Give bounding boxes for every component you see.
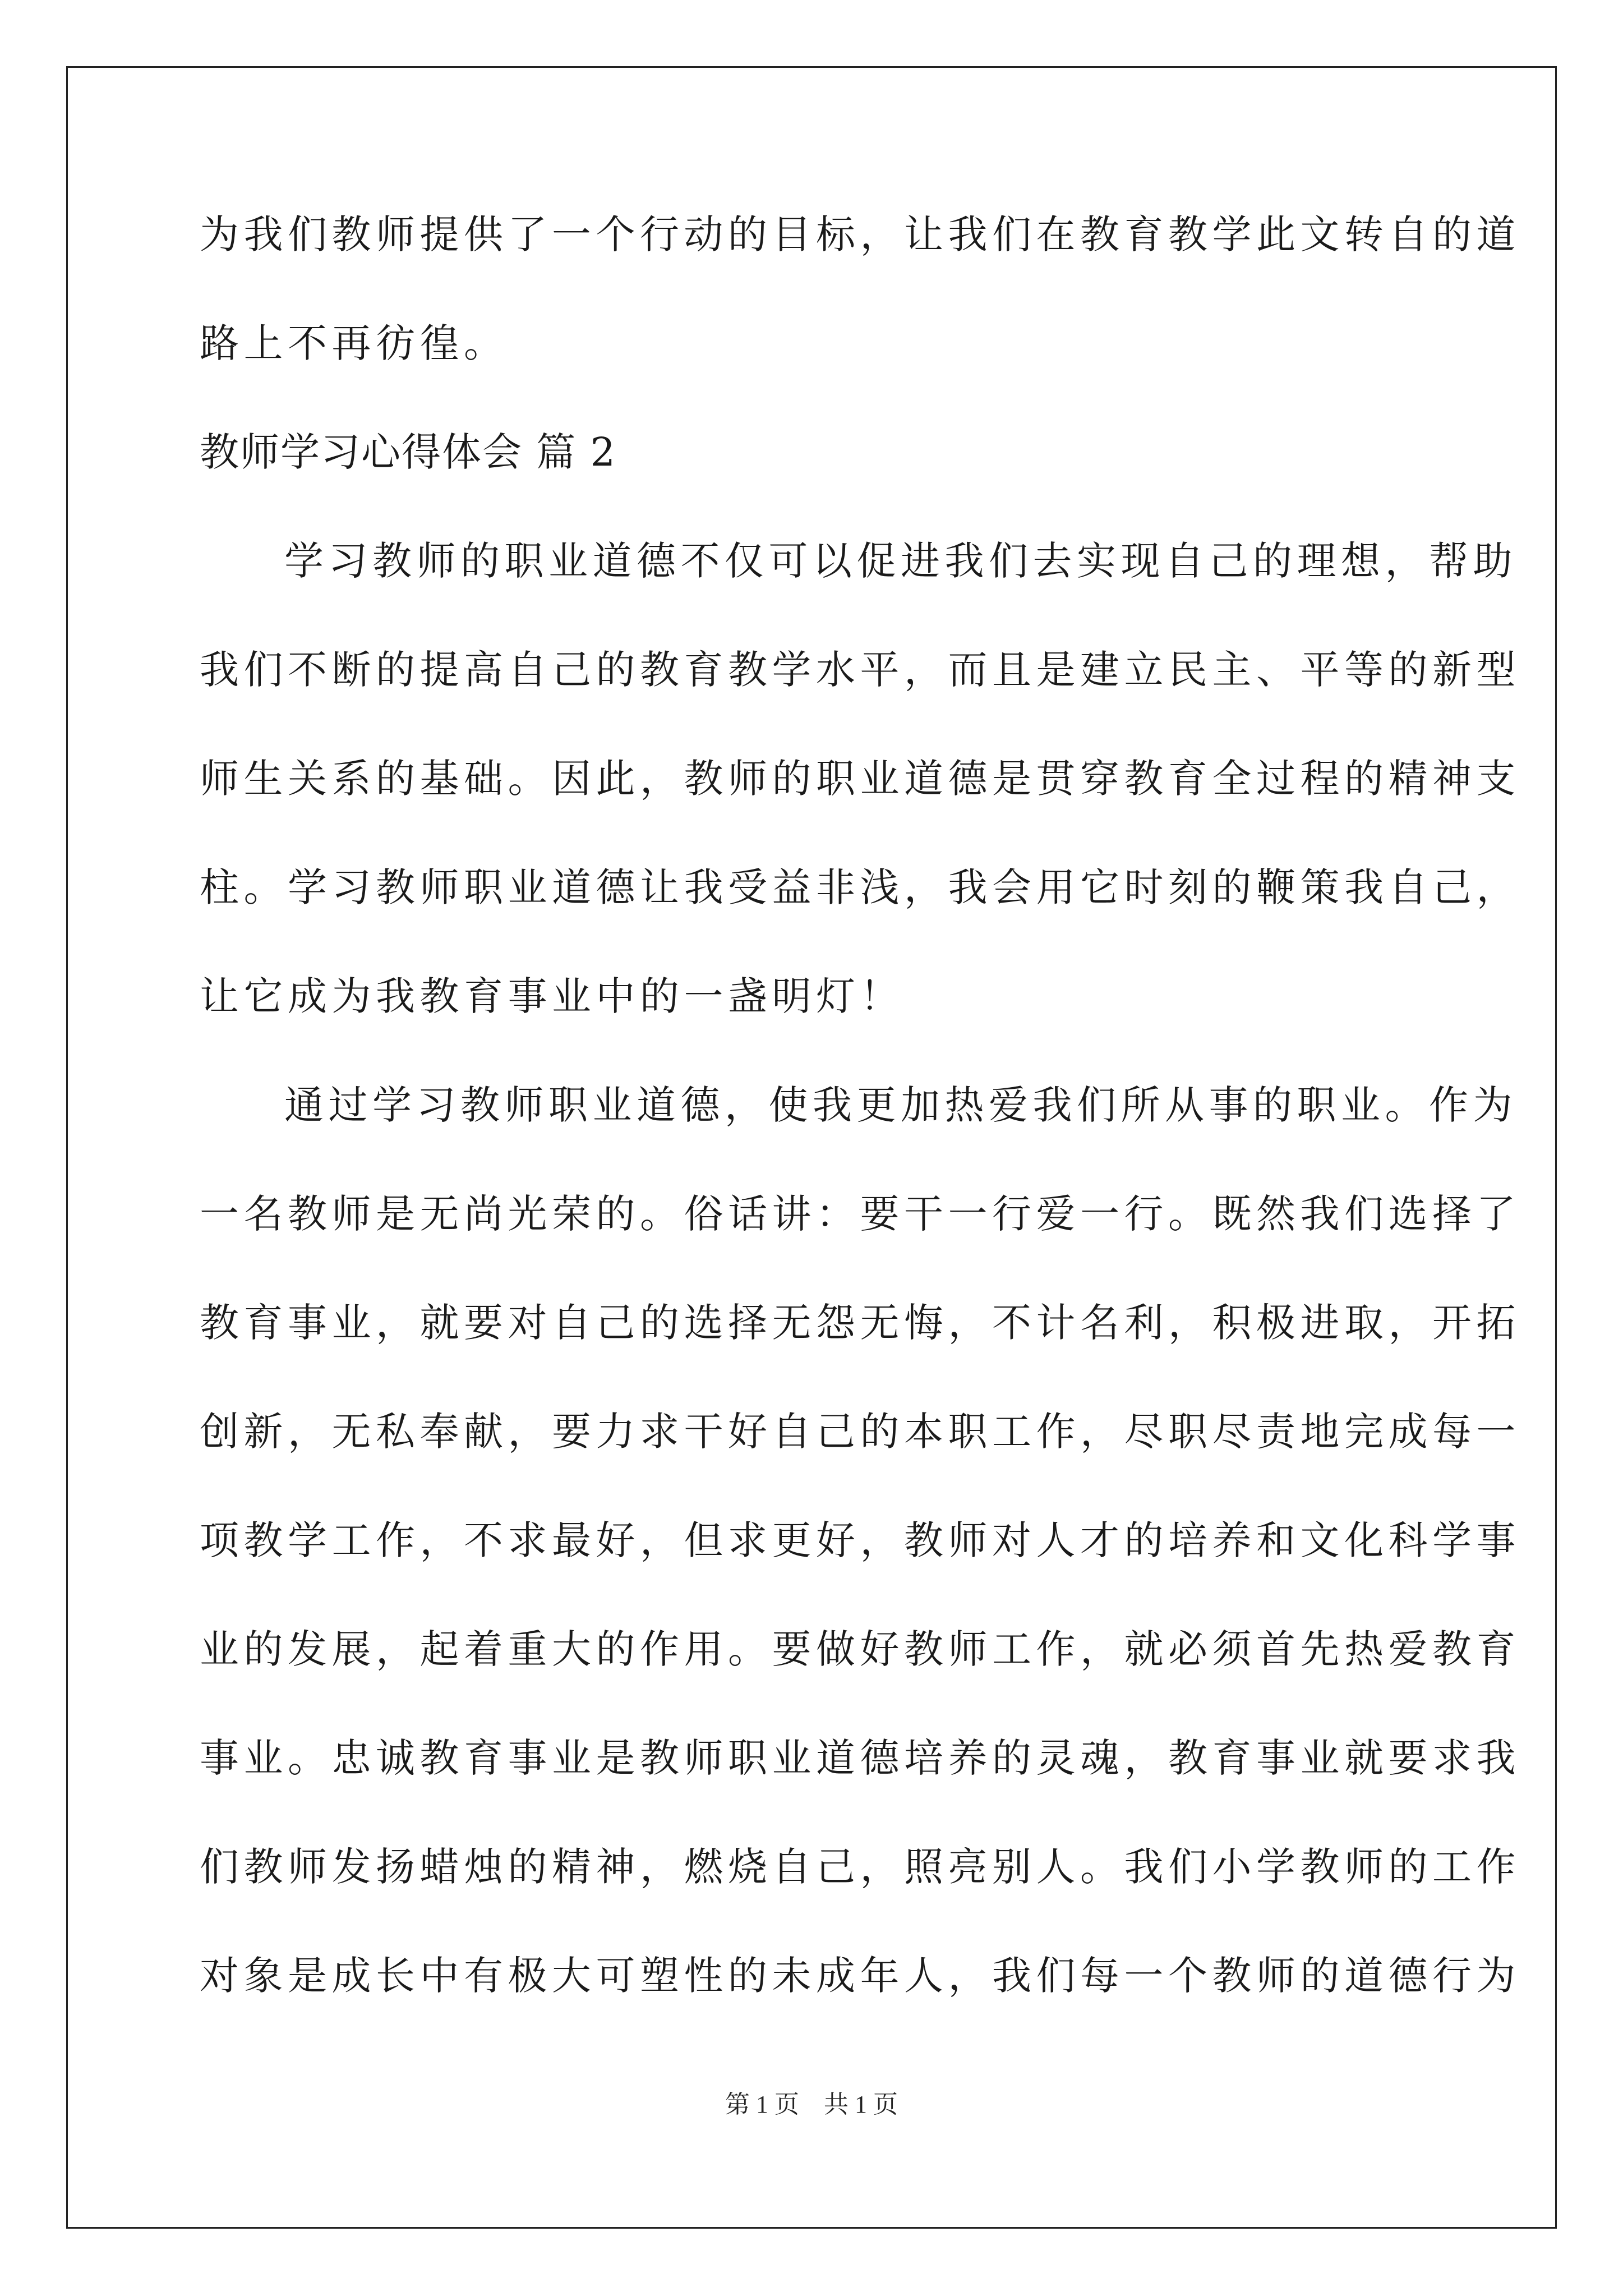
- text-line: 们教师发扬蜡烛的精神，燃烧自己，照亮别人。我们小学教师的工作: [200, 1844, 1520, 1890]
- text-line: 一名教师是无尚光荣的。俗话讲：要干一行爱一行。既然我们选择了: [200, 1191, 1520, 1237]
- text-line: 项教学工作，不求最好，但求更好，教师对人才的培养和文化科学事: [200, 1517, 1520, 1563]
- paragraph-first-line: 通过学习教师职业道德，使我更加热爱我们所从事的职业。作为: [284, 1082, 1517, 1128]
- text-line: 为我们教师提供了一个行动的目标，让我们在教育教学此文转自的道: [200, 211, 1520, 257]
- document-body: [200, 208, 1520, 2058]
- text-line: 让它成为我教育事业中的一盏明灯！: [200, 973, 904, 1019]
- text-line: 对象是成长中有极大可塑性的未成年人，我们每一个教师的道德行为: [200, 1953, 1520, 1999]
- section-heading: 教师学习心得体会 篇 2: [200, 429, 617, 475]
- paragraph-first-line: 学习教师的职业道德不仅可以促进我们去实现自己的理想，帮助: [284, 538, 1517, 584]
- text-line: 教育事业，就要对自己的选择无怨无悔，不计名利，积极进取，开拓: [200, 1300, 1520, 1346]
- text-line: 事业。忠诚教育事业是教师职业道德培养的灵魂，教育事业就要求我: [200, 1735, 1520, 1781]
- text-line: 业的发展，起着重大的作用。要做好教师工作，就必须首先热爱教育: [200, 1626, 1520, 1672]
- text-line: 路上不再彷徨。: [200, 320, 508, 366]
- text-line: 创新，无私奉献，要力求干好自己的本职工作，尽职尽责地完成每一: [200, 1409, 1520, 1455]
- text-line: 我们不断的提高自己的教育教学水平，而且是建立民主、平等的新型: [200, 647, 1520, 693]
- text-line: 师生关系的基础。因此，教师的职业道德是贯穿教育全过程的精神支: [200, 756, 1520, 802]
- page-number-footer: 第 1 页 共 1 页: [725, 2091, 898, 2118]
- text-line: 柱。学习教师职业道德让我受益非浅，我会用它时刻的鞭策我自己，: [200, 864, 1520, 910]
